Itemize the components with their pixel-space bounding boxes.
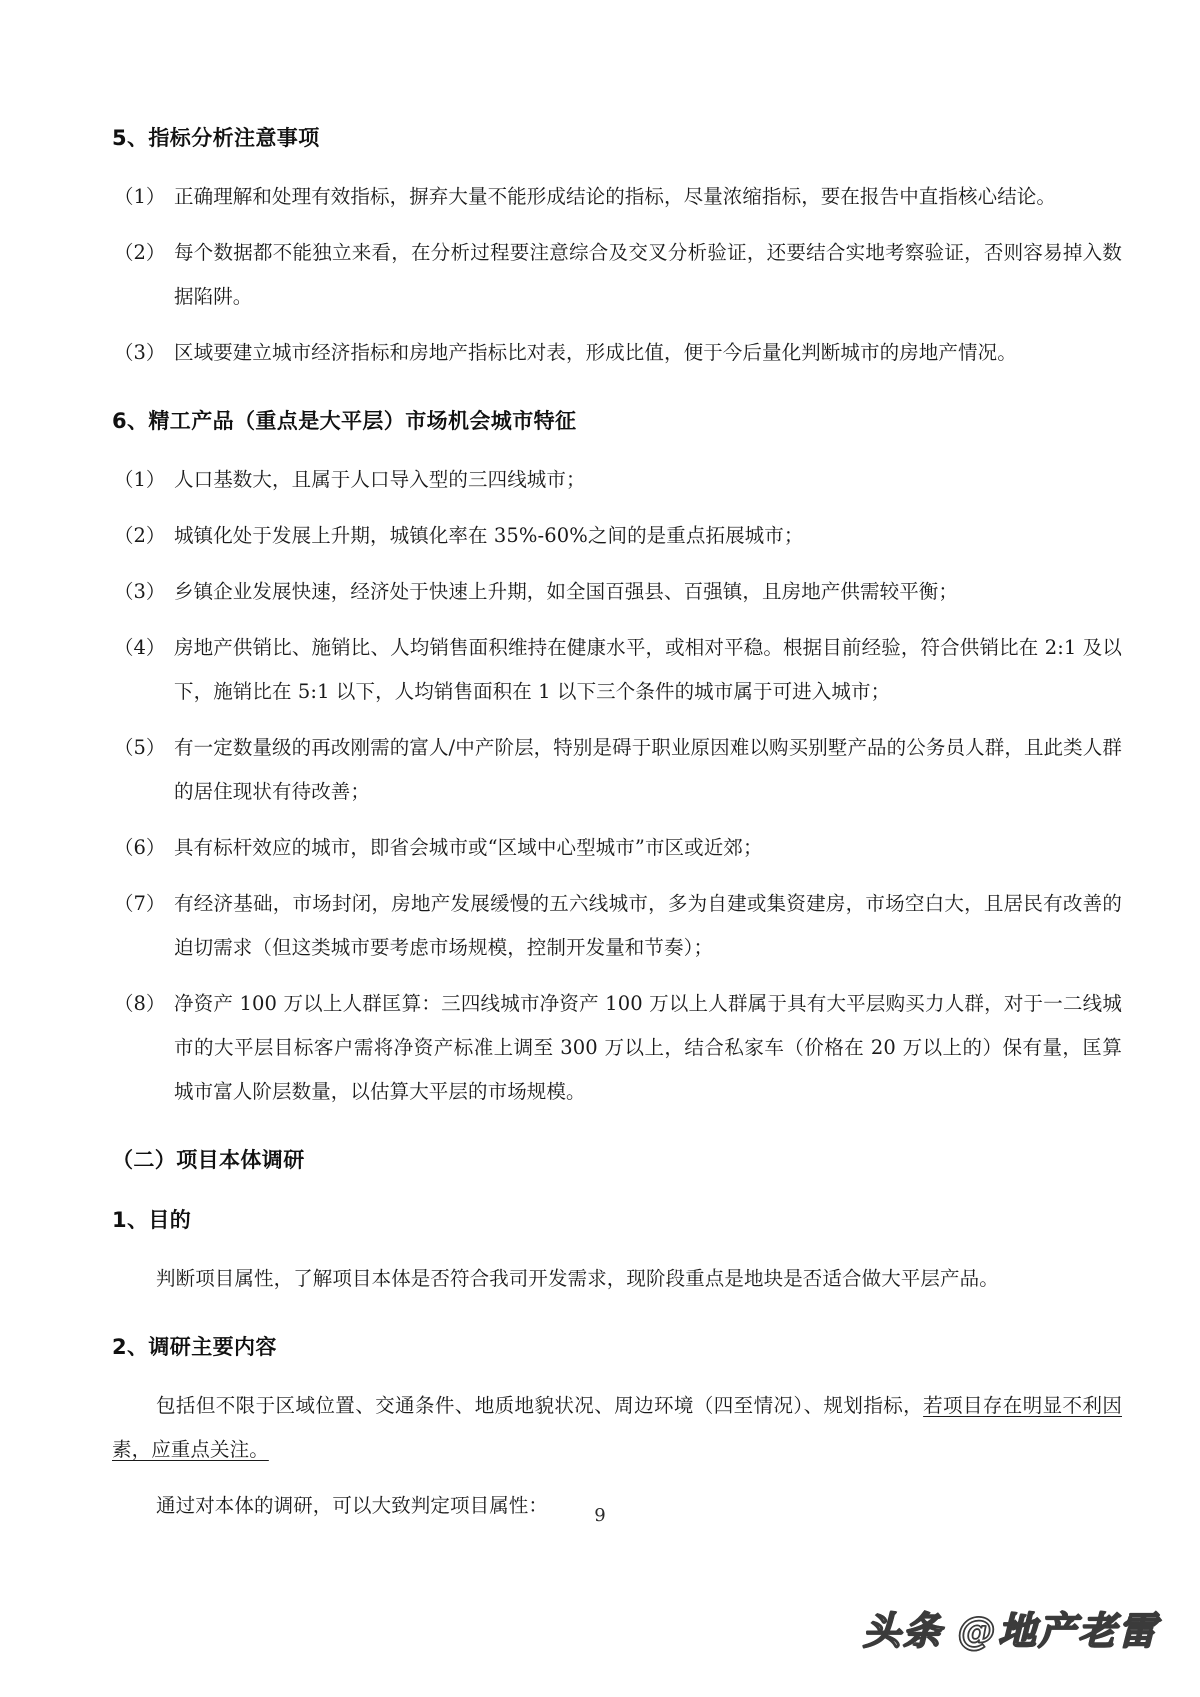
list-item-marker: （7）	[114, 892, 166, 916]
list-item	[112, 331, 1122, 375]
list-item-marker: （6）	[114, 836, 166, 860]
list-item-text: 乡镇企业发展快速，经济处于快速上升期，如全国百强县、百强镇，且房地产供需较平衡；	[174, 580, 959, 604]
list-item-text: 人口基数大，且属于人口导入型的三四线城市；	[174, 468, 586, 492]
list-item-text: 具有标杆效应的城市，即省会城市或“区域中心型城市”市区或近郊；	[174, 836, 763, 860]
page-number: 9	[594, 1505, 606, 1526]
list-item-text: 正确理解和处理有效指标，摒弃大量不能形成结论的指标，尽量浓缩指标，要在报告中直指核心结论。	[174, 185, 1057, 209]
heading-section-5: 5、指标分析注意事项	[112, 126, 320, 150]
list-item	[112, 626, 1122, 714]
research-text-plain: 包括但不限于区域位置、交通条件、地质地貌状况、周边环境（四至情况）、规划指标，	[156, 1393, 924, 1417]
list-item	[112, 826, 1122, 870]
list-item-marker: （3）	[114, 580, 166, 604]
list-item-text: 净资产 100 万以上人群匡算：三四线城市净资产 100 万以上人群属于具有大平层购买力人群，对于一二线城市的大平层目标客户需将净资产标准上调至 300 万以上，结合私家车（价格在 20 万以上的）保有量，匡算城市富人阶层数量，以估算大平层的市场规模。	[174, 992, 1122, 1104]
research-text-underlined: 若项目存在明显不利因素，应重点关注。	[112, 1393, 1122, 1461]
paragraph-research-conclusion: 通过对本体的调研，可以大致判定项目属性：	[156, 1493, 549, 1517]
list-item-text: 城镇化处于发展上升期，城镇化率在 35%-60%之间的是重点拓展城市；	[174, 524, 804, 548]
heading-purpose: 1、目的	[112, 1207, 192, 1232]
list-section-6	[112, 458, 1122, 1114]
list-item-text: 每个数据都不能独立来看，在分析过程要注意综合及交叉分析验证，还要结合实地考察验证，否则容易掉入数据陷阱。	[174, 241, 1122, 309]
list-section-5	[112, 175, 1122, 375]
list-item	[112, 514, 1122, 558]
heading-section-6: 6、精工产品（重点是大平层）市场机会城市特征	[112, 409, 577, 434]
list-item	[112, 882, 1122, 970]
list-item-text: 有经济基础，市场封闭，房地产发展缓慢的五六线城市，多为自建或集资建房，市场空白大，且居民有改善的迫切需求（但这类城市要考虑市场规模，控制开发量和节奏）；	[174, 892, 1122, 960]
list-item-text: 有一定数量级的再改刚需的富人/中产阶层，特别是碍于职业原因难以购买别墅产品的公务员人群，且此类人群的居住现状有待改善；	[174, 736, 1122, 804]
list-item	[112, 458, 1122, 502]
list-item-marker: （1）	[114, 185, 166, 209]
list-item-marker: （1）	[114, 468, 166, 492]
list-item	[112, 175, 1122, 219]
list-item	[112, 726, 1122, 814]
list-item-marker: （5）	[114, 736, 166, 760]
list-item-text: 区域要建立城市经济指标和房地产指标比对表，形成比值，便于今后量化判断城市的房地产情况。	[174, 341, 1017, 365]
heading-part-two: （二）项目本体调研	[112, 1148, 305, 1173]
list-item-marker: （3）	[114, 341, 166, 365]
list-item-marker: （2）	[114, 241, 166, 265]
list-item-marker: （4）	[114, 636, 166, 660]
heading-research-content: 2、调研主要内容	[112, 1334, 277, 1359]
list-item	[112, 231, 1122, 319]
watermark-toutiao: 头条 @地产老雷	[862, 1609, 1158, 1653]
paragraph-purpose: 判断项目属性，了解项目本体是否符合我司开发需求，现阶段重点是地块是否适合做大平层产品。	[156, 1266, 999, 1290]
list-item-text: 房地产供销比、施销比、人均销售面积维持在健康水平，或相对平稳。根据目前经验，符合供销比在 2:1 及以下，施销比在 5:1 以下，人均销售面积在 1 以下三个条件的城市属于可进入城市；	[174, 636, 1122, 704]
list-item-marker: （2）	[114, 524, 166, 548]
list-item	[112, 982, 1122, 1114]
page-content	[112, 126, 1122, 1540]
list-item-marker: （8）	[114, 992, 166, 1016]
list-item	[112, 570, 1122, 614]
paragraph-research-content	[112, 1384, 1122, 1472]
